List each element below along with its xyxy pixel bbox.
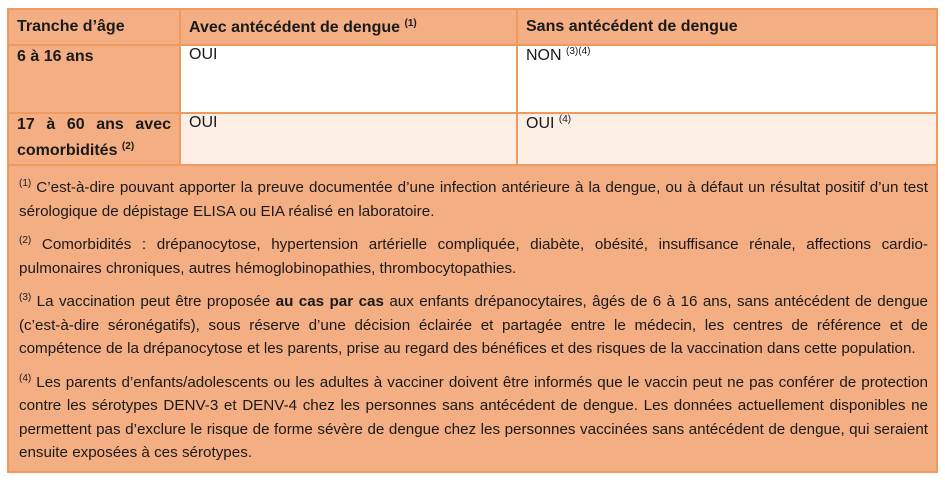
- table-header-row: [8, 9, 937, 45]
- footnote-ref: (4): [558, 114, 572, 125]
- footnote-text: La vaccination peut être proposée: [31, 293, 276, 310]
- footnote-marker: (3): [19, 292, 32, 303]
- footnote-1: [19, 172, 928, 223]
- header-without-history: [517, 9, 937, 45]
- with-history-cell: [180, 113, 517, 165]
- dengue-vaccination-table: [7, 8, 938, 473]
- age-cell: [8, 113, 180, 165]
- age-cell: [8, 45, 180, 113]
- age-label: 17 à 60 ans avec comorbidités: [17, 116, 171, 159]
- table-row: [8, 113, 937, 165]
- header-age-group: [8, 9, 180, 45]
- footnote-4: [19, 367, 928, 465]
- footnote-text: Comorbidités : drépanocytose, hypertension artérielle compliquée, diabète, obésité, insuffisance rénale, affections cardio-pulmonaires chroniques, autres hémoglobinopathies, thrombocytopathies.: [19, 236, 928, 277]
- with-history-value: OUI: [189, 114, 218, 131]
- footnote-text: C’est-à-dire pouvant apporter la preuve documentée d’une infection antérieure à la dengue, ou à défaut un résultat positif d’un test sérologique de dépistage ELISA ou EIA réalisé en laboratoire.: [19, 179, 928, 220]
- footnote-2: [19, 229, 928, 280]
- header-age-group-label: Tranche d’âge: [17, 18, 125, 35]
- footnote-ref: (1): [404, 17, 417, 29]
- footnotes: [7, 166, 938, 473]
- footnote-ref: (3)(4): [566, 46, 591, 57]
- header-with-history: [180, 9, 517, 45]
- footnote-marker: (1): [19, 178, 32, 189]
- header-with-history-label: Avec antécédent de dengue: [189, 18, 401, 36]
- eligibility-table: [7, 8, 938, 166]
- with-history-cell: [180, 45, 517, 113]
- with-history-value: OUI: [189, 46, 218, 63]
- footnote-3: [19, 286, 928, 361]
- footnote-text: Les parents d’enfants/adolescents ou les adultes à vacciner doivent être informés que le vaccin peut ne pas conférer de protection contre les sérotypes DENV-3 et DENV-4 chez les personnes sans antécédent de dengue. Les données actuellement disponibles ne permettent pas d’exclure le risque de forme sévère de dengue chez les personnes vaccinées sans antécédent de dengue, qui seraient ensuite exposées à ces sérotypes.: [19, 373, 928, 461]
- footnote-text: aux enfants drépanocytaires, âgés de 6 à 16 ans, sans antécédent de dengue (c’est-à-dire séronégatifs), sous réserve d’une décision éclairée et partagée entre le médecin, les centres de référence et de compétence de la drépanocytose et les parents, prise au regard des bénéfices et des risques de la vaccination dans cette population.: [19, 293, 928, 357]
- without-history-cell: [517, 113, 937, 165]
- age-label: 6 à 16 ans: [17, 48, 94, 65]
- without-history-value: OUI: [526, 115, 555, 132]
- footnote-ref: (2): [121, 141, 135, 152]
- footnote-marker: (2): [19, 235, 32, 246]
- footnote-emphasis: au cas par cas: [275, 293, 384, 310]
- without-history-cell: [517, 45, 937, 113]
- footnote-marker: (4): [19, 372, 32, 384]
- table-row: [8, 45, 937, 113]
- header-without-history-label: Sans antécédent de dengue: [526, 18, 738, 35]
- without-history-value: NON: [526, 47, 562, 64]
